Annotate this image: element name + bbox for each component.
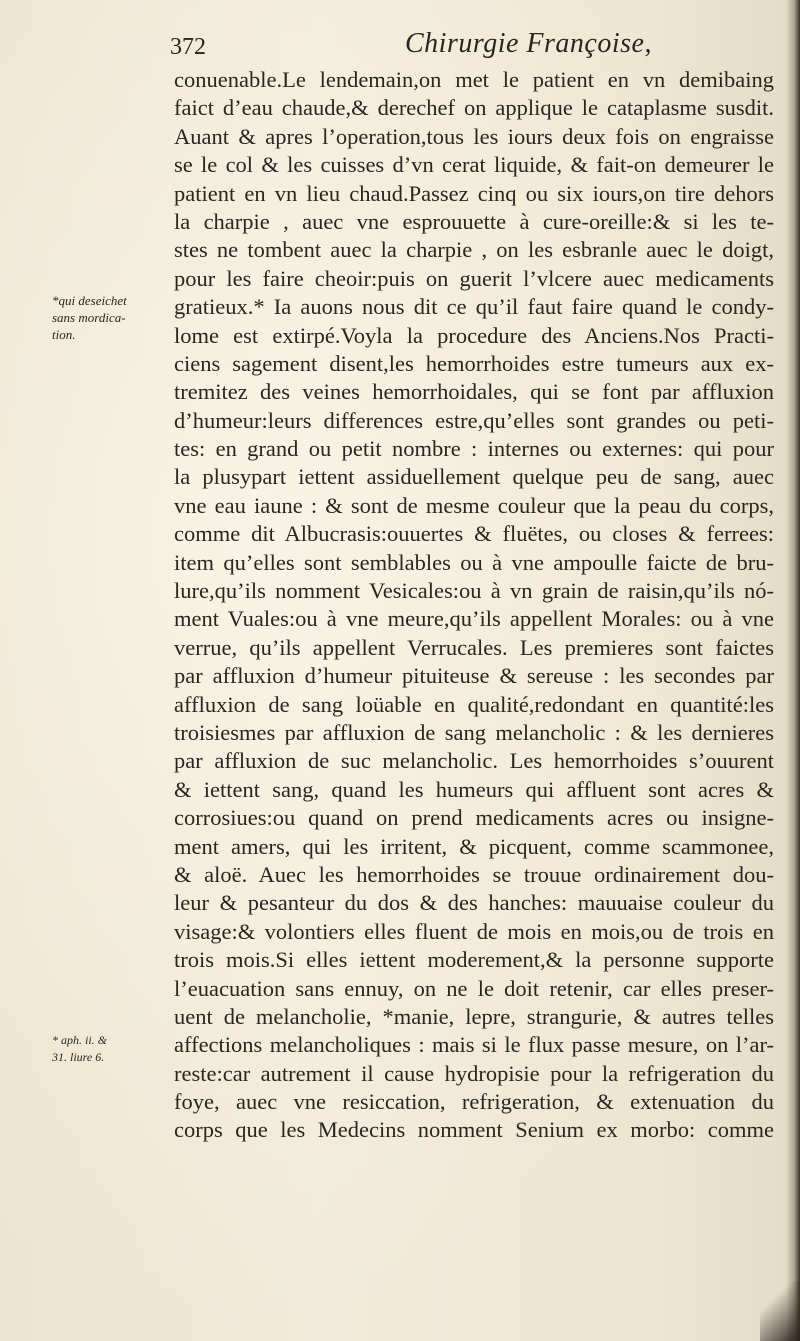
text-line: la plusypart iettent assiduellement quelque peu de sang, auec [174,464,774,490]
page-header [170,28,770,68]
text-line: conuenable.Le lendemain,on met le patient en vn demibaing [174,67,774,92]
text-line: d’humeur:leurs differences estre,qu’elles sont grandes ou peti- [174,407,774,433]
text-line: gratieux.* Ia auons nous dit ce qu’il faut faire quand le condy- [174,294,774,320]
text-line: par affluxion de suc melancholic. Les hemorrhoides s’ouurent [174,748,774,774]
text-line: affections melancholiques : mais si le flux passe mesure, on l’ar- [174,1032,774,1058]
text-line: ciens sagement disent,les hemorrhoides estre tumeurs aux ex- [174,350,774,376]
text-line: comme dit Albucrasis:ouuertes & fluëtes, ou closes & ferrees: [174,521,774,547]
text-line: lure,qu’ils nomment Vesicales:ou à vn grain de raisin,qu’ils nó- [174,578,774,604]
margin-note-line: * aph. ii. & [52,1033,108,1047]
text-line: foye, auec vne resiccation, refrigeration, & extenuation du [174,1089,774,1115]
text-line: verrue, qu’ils appellent Verrucales. Les premieres sont faictes [174,634,774,660]
text-line: corrosiues:ou quand on prend medicaments acres ou insigne- [174,805,774,831]
text-line: & iettent sang, quand les humeurs qui affluent sont acres & [174,776,774,802]
text-line: ment Vuales:ou à vne meure,qu’ils appellent Morales: ou à vne [174,606,774,632]
page-edge-shadow [786,0,800,1341]
text-line: corps que les Medecins nomment Senium ex morbo: comme [174,1117,774,1143]
text-line: & aloë. Auec les hemorrhoides se trouue ordinairement dou- [174,861,774,887]
text-line: troisiesmes par affluxion de sang melancholic : & les dernieres [174,719,774,745]
text-line: leur & pesanteur du dos & des hanches: mauuaise couleur du [174,890,774,916]
text-line: Auant & apres l’operation,tous les iours deux fois on engraisse [174,123,774,149]
text-line: patient en vn lieu chaud.Passez cinq ou six iours,on tire dehors [174,180,774,206]
text-line: par affluxion d’humeur pituiteuse & sereuse : les secondes par [174,663,774,689]
text-line: affluxion de sang loüable en qualité,redondant en quantité:les [174,691,774,717]
text-line: lome est extirpé.Voyla la procedure des Anciens.Nos Practi- [174,322,774,348]
page-corner-shadow [760,1281,800,1341]
text-line: ment amers, qui les irritent, & picquent, comme scammonee, [174,833,774,859]
text-line: pour les faire cheoir:puis on guerit l’vlcere auec medicaments [174,265,774,291]
margin-note-line: sans mordica- [52,310,126,325]
text-line: tes: en grand ou petit nombre : internes ou externes: qui pour [174,436,774,462]
text-line: la charpie , auec vne esprouuette à cure-oreille:& si les te- [174,208,774,234]
running-title: Chirurgie Françoise, [405,28,652,59]
page-number: 372 [170,34,206,60]
margin-note-reference [52,1032,176,1066]
text-line: item qu’elles sont semblables ou à vne ampoulle faicte de bru- [174,549,774,575]
margin-note-line: tion. [52,327,76,342]
text-line: tremitez des veines hemorrhoidales, qui se font par affluxion [174,379,774,405]
text-line: faict d’eau chaude,& derechef on applique le cataplasme susdit. [174,95,774,121]
margin-note-line: 31. liure 6. [52,1050,105,1064]
text-line: reste:car autrement il cause hydropisie pour la refrigeration du [174,1060,774,1086]
text-line: uent de melancholie, *manie, lepre, strangurie, & autres telles [174,1003,774,1029]
text-line: vne eau iaune : & sont de mesme couleur que la peau du corps, [174,492,774,518]
text-line: visage:& volontiers elles fluent de mois en mois,ou de trois en [174,918,774,944]
text-line: se le col & les cuisses d’vn cerat liquide, & fait-on demeurer le [174,152,774,178]
text-line: trois mois.Si elles iettent moderement,& la personne supporte [174,947,774,973]
text-line: stes ne tombent auec la charpie , on les esbranle auec le doigt, [174,237,774,263]
body-text [174,66,774,1145]
margin-note-line: *qui deseichet [52,293,127,308]
margin-note-gloss [52,292,176,343]
text-line: l’euacuation sans ennuy, on ne le doit retenir, car elles preser- [174,975,774,1001]
